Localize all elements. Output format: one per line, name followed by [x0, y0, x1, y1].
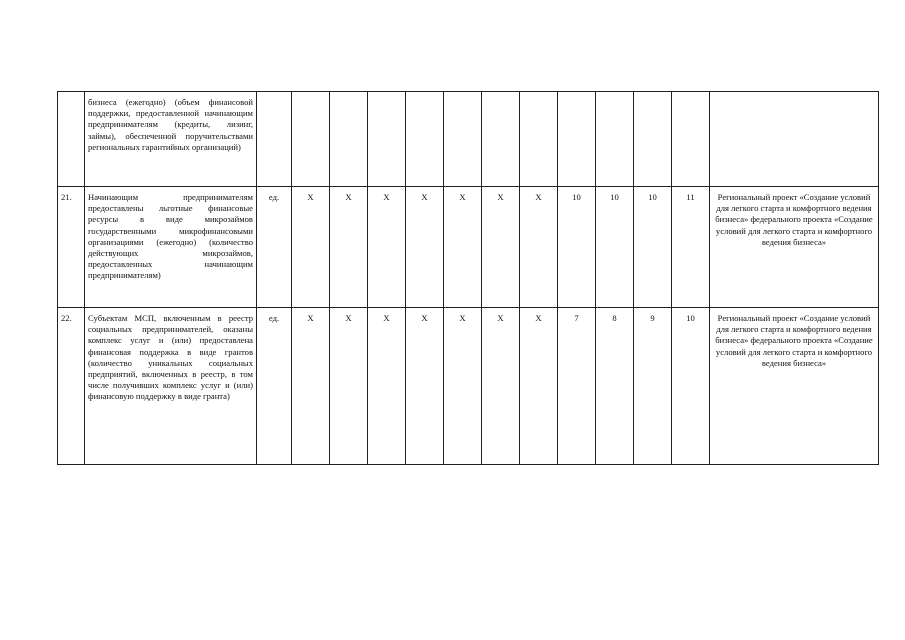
value-cell: 8 — [596, 308, 634, 465]
value-cell: X — [368, 308, 406, 465]
table-row — [58, 92, 879, 187]
value-cell — [444, 92, 482, 187]
value-cell: X — [444, 187, 482, 308]
row-number: 21. — [58, 187, 85, 308]
unit-cell — [257, 92, 292, 187]
value-cell: X — [406, 308, 444, 465]
value-cell: X — [330, 308, 368, 465]
row-number: 22. — [58, 308, 85, 465]
value-cell: 7 — [558, 308, 596, 465]
indicators-table — [57, 91, 879, 465]
value-cell: X — [444, 308, 482, 465]
source-cell — [710, 92, 879, 187]
indicator-description: Субъектам МСП, включенным в реестр социальных предпринимателей, оказаны комплекс услуг и (или) предоставлена финансовая поддержка в виде грантов (количество уникальных социальных предприятий, включенных в реестр, в том числе получивших комплекс услуг и (или) финансовую поддержку в виде гранта) — [85, 308, 257, 465]
value-cell — [672, 92, 710, 187]
value-cell: X — [482, 308, 520, 465]
value-cell — [634, 92, 672, 187]
value-cell — [330, 92, 368, 187]
value-cell: 10 — [634, 187, 672, 308]
value-cell — [406, 92, 444, 187]
table-row — [58, 187, 879, 308]
value-cell: X — [482, 187, 520, 308]
value-cell: 9 — [634, 308, 672, 465]
value-cell — [368, 92, 406, 187]
value-cell: 10 — [672, 308, 710, 465]
value-cell: 11 — [672, 187, 710, 308]
unit-cell: ед. — [257, 308, 292, 465]
table-row — [58, 308, 879, 465]
value-cell: 10 — [596, 187, 634, 308]
value-cell: X — [292, 187, 330, 308]
value-cell — [596, 92, 634, 187]
value-cell: X — [520, 187, 558, 308]
source-cell: Региональный проект «Создание условий для легкого старта и комфортного ведения бизнеса» федерального проекта «Создание условий для легкого старта и комфортного ведения бизнеса» — [710, 187, 879, 308]
source-cell: Региональный проект «Создание условий для легкого старта и комфортного ведения бизнеса» федерального проекта «Создание условий для легкого старта и комфортного ведения бизнеса» — [710, 308, 879, 465]
value-cell — [292, 92, 330, 187]
value-cell: X — [368, 187, 406, 308]
row-number — [58, 92, 85, 187]
indicator-description: бизнеса (ежегодно) (объем финансовой поддержки, предоставленной начинающим предпринимателям (кредиты, лизинг, займы), обеспеченной поручительствами региональных гарантийных организаций) — [85, 92, 257, 187]
value-cell: X — [330, 187, 368, 308]
value-cell — [520, 92, 558, 187]
value-cell — [558, 92, 596, 187]
value-cell: 10 — [558, 187, 596, 308]
indicator-description: Начинающим предпринимателям предоставлены льготные финансовые ресурсы в виде микрозаймов государственными микрофинансовыми организациями (ежегодно) (количество действующих микрозаймов, предоставленных начинающим предпринимателям) — [85, 187, 257, 308]
value-cell: X — [406, 187, 444, 308]
value-cell: X — [292, 308, 330, 465]
value-cell — [482, 92, 520, 187]
value-cell: X — [520, 308, 558, 465]
unit-cell: ед. — [257, 187, 292, 308]
